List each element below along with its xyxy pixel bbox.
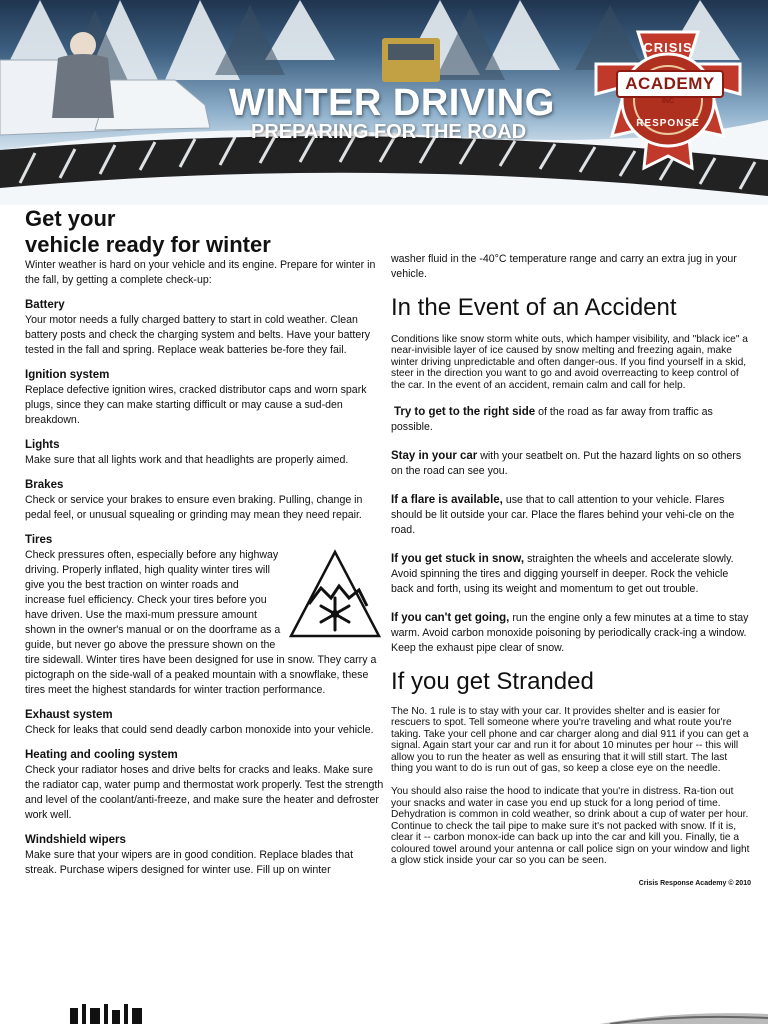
logo-text-bottom: RESPONSE bbox=[636, 118, 700, 129]
battery-heading: Battery bbox=[25, 299, 65, 311]
heating-text: Check your radiator hoses and drive belts for cracks and leaks. Make sure the radiator cap, water pump and thermostat work properly. Test the strength and level of the coolant/anti-freeze, and make sure the heater and defroster work well. bbox=[25, 764, 384, 821]
stranded-heading: If you get Stranded bbox=[391, 668, 594, 696]
banner-title: WINTER DRIVING bbox=[229, 82, 555, 124]
brakes-text: Check or service your brakes to ensure even braking. Pulling, change in pedal feel, or unusual squealing or grinding may mean they need repair. bbox=[25, 494, 363, 521]
header-banner bbox=[0, 0, 768, 205]
tip-flare-lead: If a flare is available, bbox=[391, 494, 503, 507]
main-heading-line2: vehicle ready for winter bbox=[25, 232, 271, 257]
tip-flare-rest: use that to call attention to your vehicle. Flares should be lit outside your car. Place the flares behind your vehi-cle on the road. bbox=[391, 494, 735, 537]
tip-flare bbox=[391, 493, 751, 538]
logo-text-inc: INC bbox=[661, 98, 675, 105]
main-heading bbox=[25, 206, 387, 258]
brakes-heading: Brakes bbox=[25, 479, 64, 491]
tip-right-side-lead: Try to get to the right side bbox=[393, 406, 536, 419]
lights-text: Make sure that all lights work and that headlights are properly aimed. bbox=[25, 454, 349, 466]
tip-right-side bbox=[391, 405, 751, 435]
mountain-snowflake-icon bbox=[287, 546, 383, 642]
tires-heading: Tires bbox=[25, 534, 53, 546]
logo-text-top: CRISIS bbox=[643, 40, 693, 55]
stranded-paragraph-1: The No. 1 rule is to stay with your car. It provides shelter and is easier for rescuers to spot. Tell someone where you're traveling and what route you're taking. Take your cell phone and car charger along and dial 911 if you can get a signal. Again start your car and run it for about 10 minutes per hour -- this will allow you to run the heater as well as ensuring that it will still start. The last thing you want to do is run out of gas, so keep a close eye on the needle. bbox=[391, 706, 749, 775]
tip-cant-get-going-rest: run the engine only a few minutes at a time to stay warm. Avoid carbon monoxide poisoning by periodically crack-ing a window. Keep the exhaust pipe clear of snow. bbox=[391, 612, 749, 655]
lights-heading: Lights bbox=[25, 439, 60, 451]
tip-stay-in-car-rest: with your seatbelt on. Put the hazard lights on so others on the road can see you. bbox=[391, 450, 742, 478]
ignition-text: Replace defective ignition wires, cracked distributor caps and worn spark plugs, since they can make starting difficult or may cause a sud-den breakdown. bbox=[25, 384, 367, 426]
tip-stay-in-car bbox=[391, 449, 751, 479]
copyright-credit: Crisis Response Academy © 2010 bbox=[638, 880, 751, 888]
stranded-paragraph-2: You should also raise the hood to indicate that you're in distress. Ra-tion out your snacks and water in case you end up stuck for a long period of time. Dehydration is common in cold weather, so drink about a cup of water per hour. Continue to check the tail pipe to make sure it's not packed with snow. If it is, clear it -- carbon monox-ide can back up into the car and kill you. Finally, tie a coloured towel around your antenna or call police sign on your window and light a glow stick inside your car so you can be seen. bbox=[391, 786, 750, 866]
exhaust-text: Check for leaks that could send deadly carbon monoxide into your vehicle. bbox=[25, 724, 374, 736]
tires-text: Check pressures often, especially before any highway driving. Properly inflated, high quality winter tires will give you the best traction on winter roads and increase fuel efficiency. Check your tires before you have driven. Use the maxi-mum pressure amount shown in the owner's manual or on the doorframe as a guide, but never go above the pressure shown on the tire sidewall. Winter tires have been designed for use in snow. They carry a pictograph on the side-wall of a peaked mountain with a snowflake, these tires meet the highest standards for winter traction performance. bbox=[25, 549, 377, 696]
heating-heading: Heating and cooling system bbox=[25, 749, 178, 761]
exhaust-heading: Exhaust system bbox=[25, 709, 113, 721]
tip-stuck-in-snow bbox=[391, 552, 751, 597]
tire-track-fragment bbox=[600, 1010, 768, 1024]
tip-right-side-rest: of the road as far away from traffic as possible. bbox=[391, 406, 713, 434]
main-heading-line1: Get your bbox=[25, 206, 116, 231]
wipers-heading: Windshield wipers bbox=[25, 834, 126, 846]
accident-intro-text: Conditions like snow storm white outs, which hamper visibility, and "black ice" a near-invisible layer of ice caused by snow melting and freezing again, make winter driving unpredictable and often danger-ous. If you find yourself in a skid, steer in the direction you want to go and avoid overreacting to keep control of the car. In the event of an accident, remain calm and call for help. bbox=[391, 334, 748, 391]
wipers-text: Make sure that your wipers are in good condition. Replace blades that streak. Purchase wipers designed for winter use. Fill up on winter bbox=[25, 849, 354, 876]
wipers-continued-text: washer fluid in the -40°C temperature range and carry an extra jug in your vehicle. bbox=[391, 253, 737, 280]
barcode-fragment-icon bbox=[70, 1004, 148, 1024]
tip-stay-in-car-lead: Stay in your car bbox=[391, 450, 478, 463]
battery-text: Your motor needs a fully charged battery to start in cold weather. Clean battery posts and check the charging system and belts. Have your battery tested in the fall and spring. Replace weak batteries be-fore they fail. bbox=[25, 314, 371, 356]
tip-stuck-in-snow-lead: If you get stuck in snow, bbox=[391, 553, 525, 566]
right-column bbox=[391, 252, 751, 887]
crisis-academy-logo bbox=[592, 28, 744, 176]
banner-subtitle: PREPARING FOR THE ROAD bbox=[251, 121, 527, 143]
left-column bbox=[25, 206, 387, 878]
intro-text: Winter weather is hard on your vehicle and its engine. Prepare for winter in the fall, by getting a complete check-up: bbox=[25, 259, 376, 286]
ignition-heading: Ignition system bbox=[25, 369, 110, 381]
tip-cant-get-going bbox=[391, 611, 751, 656]
tip-stuck-in-snow-rest: straighten the wheels and accelerate slowly. Avoid spinning the tires and digging yourself in deeper. Rock the vehicle back and forth, using its weight and momentum to get out trouble. bbox=[391, 553, 734, 596]
accident-heading: In the Event of an Accident bbox=[391, 294, 677, 321]
logo-text-middle: ACADEMY bbox=[616, 70, 724, 98]
tip-cant-get-going-lead: If you can't get going, bbox=[391, 612, 510, 625]
